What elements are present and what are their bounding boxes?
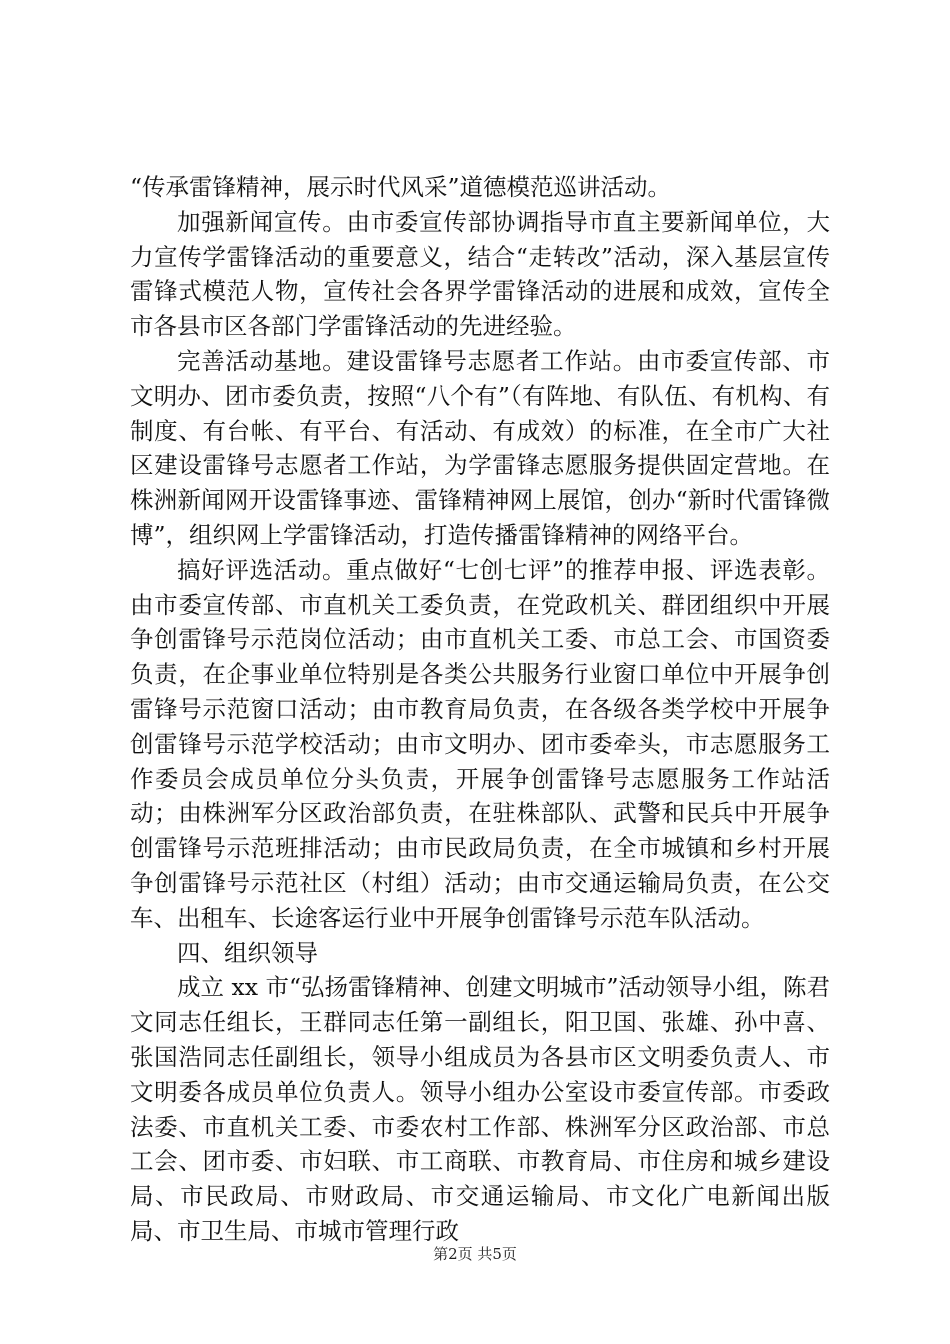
paragraph-activity-base: 完善活动基地。建设雷锋号志愿者工作站。由市委宣传部、市文明办、团市委负责，按照“八个有”（有阵地、有队伍、有机构、有制度、有台帐、有平台、有活动、有成效）的标准，在全市广大社区建设雷锋号志愿者工作站，为学雷锋志愿服务提供固定营地。在株洲新闻网开设雷锋事迹、雷锋精神网上展馆，创办“新时代雷锋微博”，组织网上学雷锋活动，打造传播雷锋精神的网络平台。	[130, 346, 830, 549]
document-body	[130, 170, 830, 1249]
section-heading-organization: 四、组织领导	[177, 938, 318, 967]
paragraph-selection-activity: 搞好评选活动。重点做好“七创七评”的推荐申报、评选表彰。由市委宣传部、市直机关工委负责，在党政机关、群团组织中开展争创雷锋号示范岗位活动；由市直机关工委、市总工会、市国资委负责，在企事业单位特别是各类公共服务行业窗口单位中开展争创雷锋号示范窗口活动；由市教育局负责，在各级各类学校中开展争创雷锋号示范学校活动；由市文明办、团市委牵头，市志愿服务工作委员会成员单位分头负责，开展争创雷锋号志愿服务工作站活动；由株洲军分区政治部负责，在驻株部队、武警和民兵中开展争创雷锋号示范班排活动；由市民政局负责，在全市城镇和乡村开展争创雷锋号示范社区（村组）活动；由市交通运输局负责，在公交车、出租车、长途客运行业中开展争创雷锋号示范车队活动。	[130, 555, 830, 932]
paragraph-leadership-group: 成立 xx 市“弘扬雷锋精神、创建文明城市”活动领导小组，陈君文同志任组长，王群同志任第一副组长，阳卫国、张雄、孙中喜、张国浩同志任副组长，领导小组成员为各县市区文明委负责人、市文明委各成员单位负责人。领导小组办公室设市委宣传部。市委政法委、市直机关工委、市委农村工作部、株洲军分区政治部、市总工会、团市委、市妇联、市工商联、市教育局、市住房和城乡建设局、市民政局、市财政局、市交通运输局、市文化广电新闻出版局、市卫生局、市城市管理行政	[130, 973, 830, 1245]
paragraph-1: “传承雷锋精神，展示时代风采”道德模范巡讲活动。	[130, 173, 672, 201]
paragraph-news-publicity: 加强新闻宣传。由市委宣传部协调指导市直主要新闻单位，大力宣传学雷锋活动的重要意义，结合“走转改”活动，深入基层宣传雷锋式模范人物，宣传社会各界学雷锋活动的进展和成效，宣传全市各县市区各部门学雷锋活动的先进经验。	[130, 207, 830, 341]
page-number-footer: 第2页 共5页	[433, 1245, 517, 1263]
